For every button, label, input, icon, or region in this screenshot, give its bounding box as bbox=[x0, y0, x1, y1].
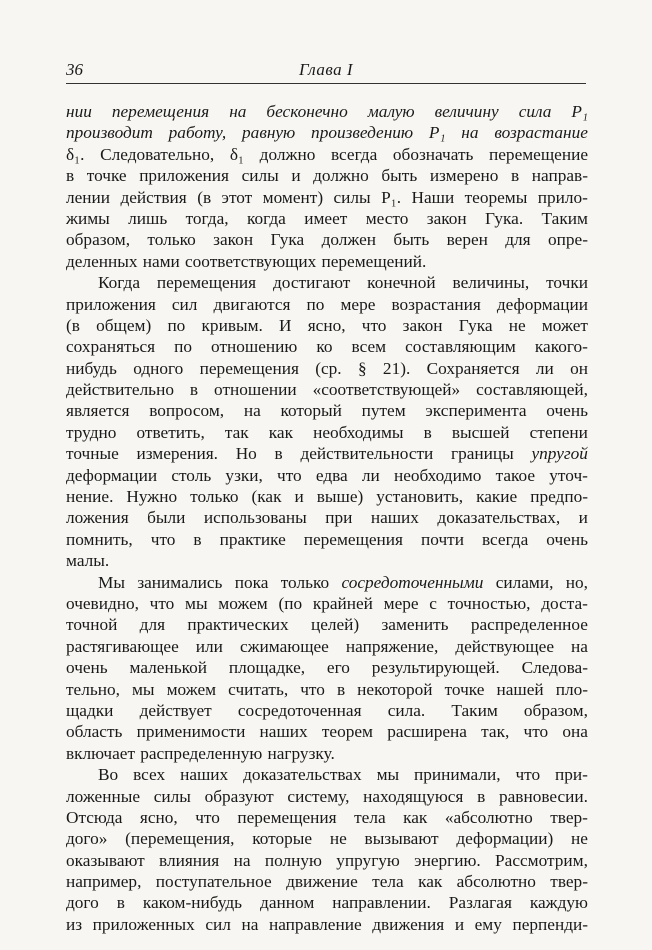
text-line: является вопросом, на который путем эксперимента очень bbox=[66, 401, 588, 421]
text-line: деленных нами соответствующих перемещений. bbox=[66, 251, 427, 271]
text-line: Отсюда ясно, что перемещения тела как «абсолютно твер- bbox=[66, 807, 588, 827]
text-line: точной для практических целей) заменить распределенное bbox=[66, 615, 588, 635]
body-text bbox=[66, 101, 588, 935]
text-line: приложения сил двигаются по мере возрастания деформации bbox=[66, 294, 588, 314]
paragraph bbox=[66, 272, 588, 571]
text-line: производит работу, равную произведению P₁ на возрастание bbox=[66, 123, 588, 143]
text-line: дого в каком-нибудь данном направлении. Разлагая каждую bbox=[66, 893, 588, 913]
text-line: лении действия (в этот момент) силы P₁. Наши теоремы прило- bbox=[66, 187, 588, 207]
text-line: ложения были использованы при наших доказательствах, и bbox=[66, 508, 588, 528]
text-line: очевидно, что мы можем (по крайней мере с точностью, доста- bbox=[66, 593, 588, 613]
text-line: например, поступательное движение тела как абсолютно твер- bbox=[66, 872, 588, 892]
text-line: действительно в отношении «соответствующей» составляющей, bbox=[66, 380, 588, 400]
text-line: оказывают влияния на полную упругую энергию. Рассмотрим, bbox=[66, 850, 588, 870]
paragraph bbox=[66, 764, 588, 935]
text-line: щадки действует сосредоточенная сила. Таким образом, bbox=[66, 700, 588, 720]
text-line: нение. Нужно только (как и выше) установить, какие предпо- bbox=[66, 487, 588, 507]
text-line: помнить, что в практике перемещения почти всегда очень bbox=[66, 529, 588, 549]
text-line: включает распределенную нагрузку. bbox=[66, 743, 335, 763]
paragraph bbox=[66, 572, 588, 765]
text-line: малы. bbox=[66, 551, 110, 571]
text-line: в точке приложения силы и должно быть измерено в направ- bbox=[66, 166, 588, 186]
text-line: тельно, мы можем считать, что в некоторой точке нашей пло- bbox=[66, 679, 588, 699]
text-line: трудно ответить, так как необходимы в высшей степени bbox=[66, 422, 588, 442]
paragraph bbox=[66, 101, 588, 272]
text-line: δ₁. Следовательно, δ₁ должно всегда обозначать перемещение bbox=[66, 144, 588, 164]
text-line: образом, только закон Гука должен быть верен для опре- bbox=[66, 230, 588, 250]
header-rule bbox=[66, 83, 586, 84]
text-line: (в общем) по кривым. И ясно, что закон Гука не может bbox=[66, 315, 588, 335]
text-line: Когда перемещения достигают конечной величины, точки bbox=[98, 273, 588, 293]
text-line: очень маленькой площадке, его результирующей. Следова- bbox=[66, 658, 588, 678]
text-line: жимы лишь тогда, когда имеет место закон Гука. Таким bbox=[66, 208, 588, 228]
text-line: сохраняться по отношению ко всем составляющим какого- bbox=[66, 337, 588, 357]
running-header bbox=[66, 58, 586, 86]
text-line: точные измерения. Но в действительности границы упругой bbox=[66, 444, 588, 464]
text-line: нии перемещения на бесконечно малую величину сила P₁ bbox=[66, 102, 588, 121]
text-line: дого» (перемещения, которые не вызывают деформации) не bbox=[66, 829, 588, 849]
text-line: из приложенных сил на направление движения и ему перпенди- bbox=[66, 914, 588, 934]
text-line: деформации столь узки, что едва ли необходимо такое уточ- bbox=[66, 465, 588, 485]
chapter-title: Глава I bbox=[298, 60, 354, 79]
text-line: нибудь одного перемещения (ср. § 21). Сохраняется ли он bbox=[66, 358, 588, 378]
page-number: 36 bbox=[66, 60, 83, 79]
text-line: ложенные силы образуют систему, находящуюся в равновесии. bbox=[66, 786, 588, 806]
text-line: Во всех наших доказательствах мы принимали, что при- bbox=[98, 765, 588, 785]
text-line: Мы занимались пока только сосредоточенными силами, но, bbox=[98, 572, 588, 592]
text-line: растягивающее или сжимающее напряжение, действующее на bbox=[66, 636, 588, 656]
text-line: область применимости наших теорем расширена так, что она bbox=[66, 722, 588, 742]
